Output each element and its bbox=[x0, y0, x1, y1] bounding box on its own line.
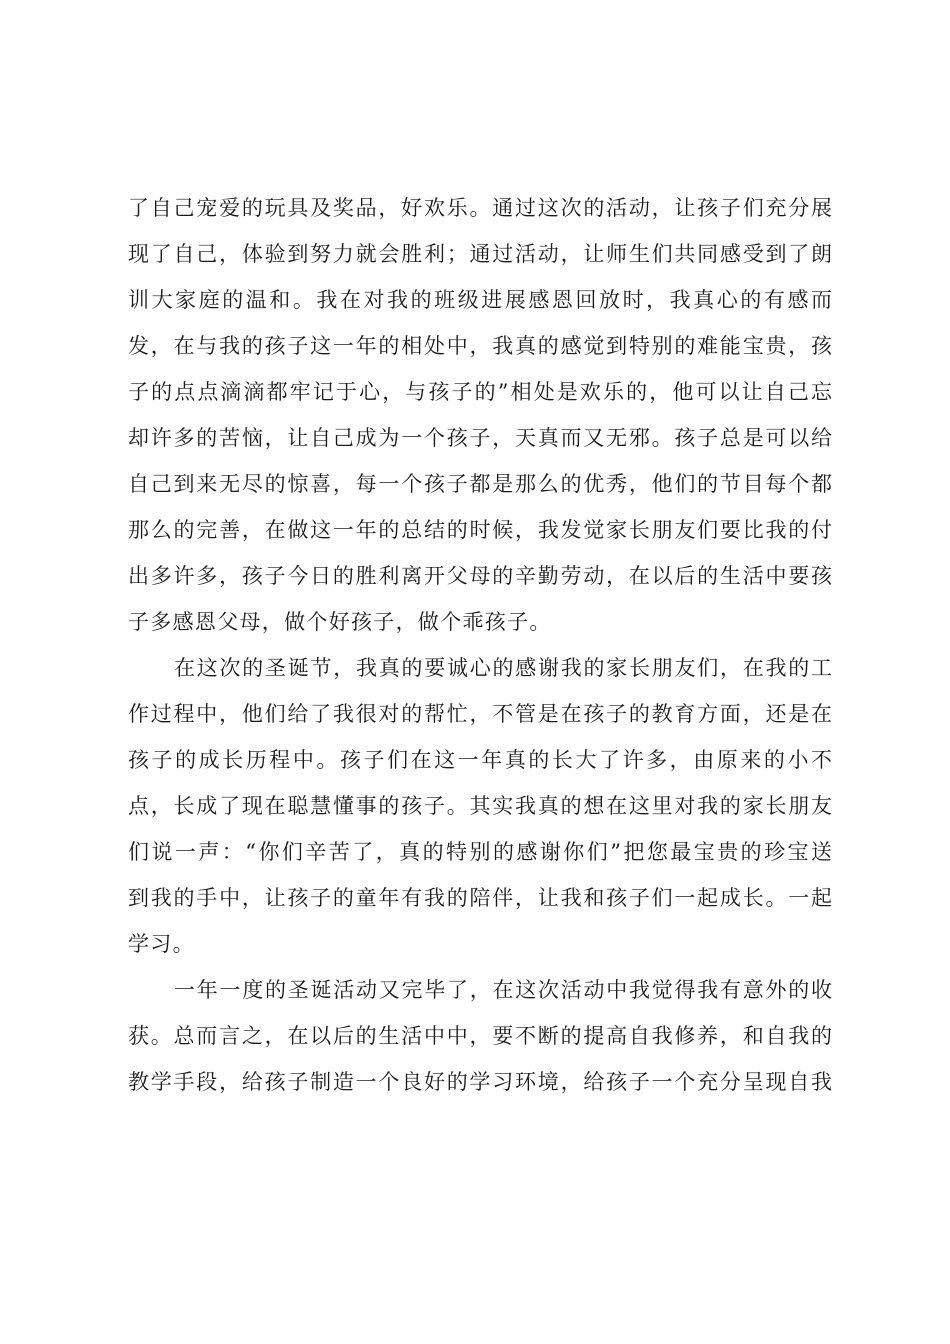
paragraph-1-line-2: 现了自己，体验到努力就会胜利；通过活动，让师生们共同感受到了朗 bbox=[128, 242, 832, 266]
paragraph-2-line-7: 学习。 bbox=[128, 932, 195, 956]
paragraph-1-line-6: 却许多的苦恼，让自己成为一个孩子，天真而又无邪。孩子总是可以给 bbox=[128, 426, 832, 450]
paragraph-2-line-4: 点，长成了现在聪慧懂事的孩子。其实我真的想在这里对我的家长朋友 bbox=[128, 794, 832, 818]
paragraph-2-line-1: 在这次的圣诞节，我真的要诚心的感谢我的家长朋友们，在我的工 bbox=[174, 656, 832, 680]
paragraph-2-line-6: 到我的手中，让孩子的童年有我的陪伴，让我和孩子们一起成长。一起 bbox=[128, 886, 832, 910]
paragraph-1-line-1: 了自己宠爱的玩具及奖品，好欢乐。通过这次的活动，让孩子们充分展 bbox=[128, 196, 832, 220]
paragraph-2-line-3: 孩子的成长历程中。孩子们在这一年真的长大了许多，由原来的小不 bbox=[128, 748, 832, 772]
paragraph-1-line-10: 子多感恩父母，做个好孩子，做个乖孩子。 bbox=[128, 610, 552, 634]
paragraph-1-line-3: 训大家庭的温和。我在对我的班级进展感恩回放时，我真心的有感而 bbox=[128, 288, 832, 312]
paragraph-1-line-5: 子的点点滴滴都牢记于心，与孩子的”相处是欢乐的，他可以让自己忘 bbox=[128, 380, 832, 404]
paragraph-3-line-2: 获。总而言之，在以后的生活中中，要不断的提高自我修养，和自我的 bbox=[128, 1024, 832, 1048]
paragraph-1-line-4: 发，在与我的孩子这一年的相处中，我真的感觉到特别的难能宝贵，孩 bbox=[128, 334, 832, 358]
paragraph-1-line-8: 那么的完善，在做这一年的总结的时候，我发觉家长朋友们要比我的付 bbox=[128, 518, 832, 542]
paragraph-1-line-7: 自己到来无尽的惊喜，每一个孩子都是那么的优秀，他们的节目每个都 bbox=[128, 472, 832, 496]
paragraph-1-line-9: 出多许多，孩子今日的胜利离开父母的辛勤劳动，在以后的生活中要孩 bbox=[128, 564, 832, 588]
paragraph-3-line-3: 教学手段，给孩子制造一个良好的学习环境，给孩子一个充分呈现自我 bbox=[128, 1070, 832, 1094]
paragraph-2-line-2: 作过程中，他们给了我很对的帮忙，不管是在孩子的教育方面，还是在 bbox=[128, 702, 832, 726]
paragraph-3-line-1: 一年一度的圣诞活动又完毕了，在这次活动中我觉得我有意外的收 bbox=[174, 978, 832, 1002]
paragraph-2-line-5: 们说一声：“你们辛苦了，真的特别的感谢你们”把您最宝贵的珍宝送 bbox=[128, 840, 832, 864]
